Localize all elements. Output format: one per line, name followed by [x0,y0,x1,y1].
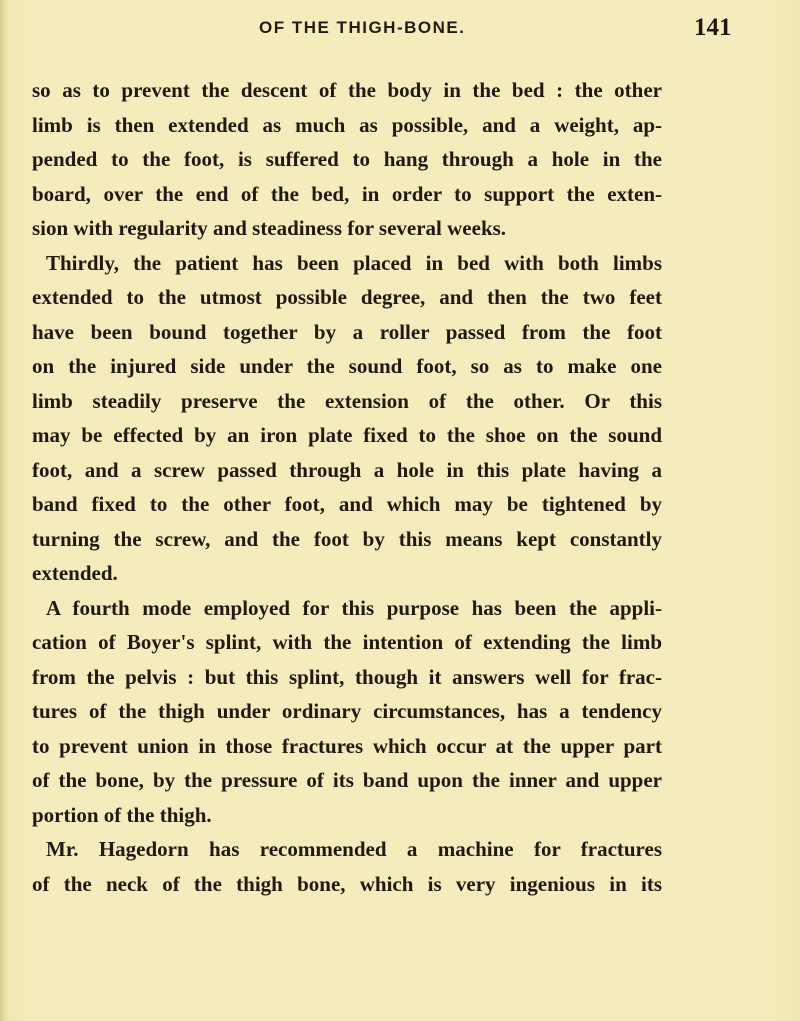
text-line: of the bone, by the pressure of its band upon the inner and upper [32,768,662,792]
text-line: may be effected by an iron plate fixed to the shoe on the sound [32,423,662,447]
text-line: limb is then extended as much as possible, and a weight, ap- [32,112,662,137]
text-line: A fourth mode employed for this purpose has been the appli- [46,595,662,620]
running-head: OF THE THIGH-BONE. [259,18,466,37]
text-line: extended. [32,561,118,585]
text-line: foot, and a screw passed through a hole in this plate having a [32,457,662,482]
text-line: to prevent union in those fractures which occur at the upper part [32,733,662,758]
text-line: board, over the end of the bed, in order to support the exten- [32,181,662,206]
text-line: band fixed to the other foot, and which may be tightened by [32,492,662,516]
page-gutter-edge [0,0,6,1021]
text-line: so as to prevent the descent of the body in the bed : the other [32,78,662,102]
text-line: tures of the thigh under ordinary circumstances, has a tendency [32,699,662,723]
page-number: 141 [694,14,732,41]
text-line: limb steadily preserve the extension of the other. Or this [32,388,662,413]
text-line: Mr. Hagedorn has recommended a machine for fractures [46,837,662,861]
text-line: portion of the thigh. [32,802,212,827]
text-line: Thirdly, the patient has been placed in bed with both limbs [46,250,662,275]
text-line: turning the screw, and the foot by this means kept constantly [32,526,662,551]
body-text [32,73,662,901]
text-line: have been bound together by a roller passed from the foot [32,319,662,344]
text-line: sion with regularity and steadiness for several weeks. [32,216,507,240]
text-line: pended to the foot, is suffered to hang through a hole in the [32,147,662,171]
text-line: cation of Boyer's splint, with the intention of extending the limb [32,630,662,654]
text-line: from the pelvis : but this splint, though it answers well for frac- [32,664,662,689]
text-line: of the neck of the thigh bone, which is very ingenious in its [32,871,662,896]
text-line: extended to the utmost possible degree, and then the two feet [32,285,662,309]
text-line: on the injured side under the sound foot, so as to make one [32,354,662,378]
